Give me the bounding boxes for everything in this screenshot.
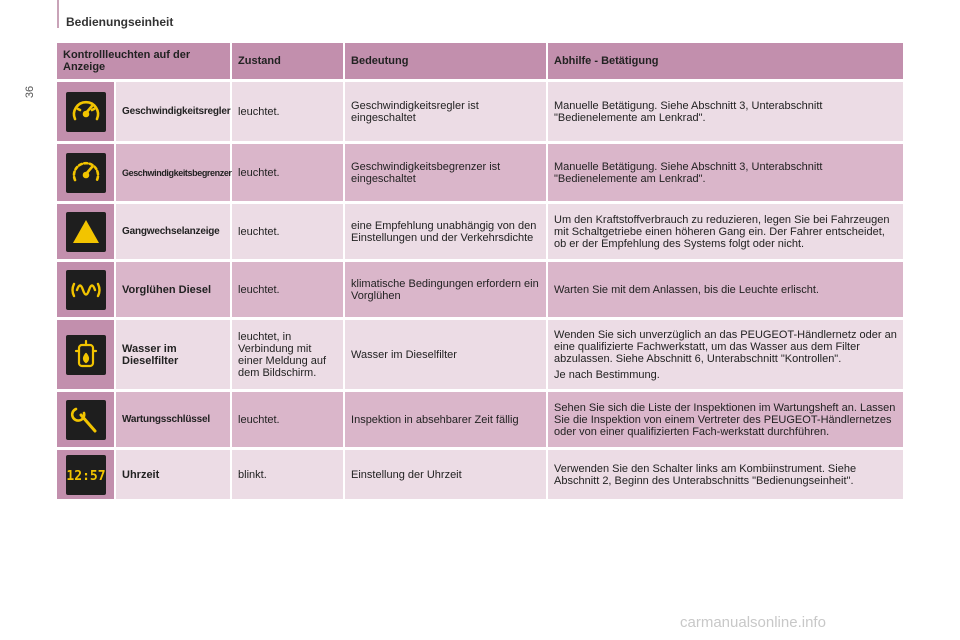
- column-header-state: Zustand: [232, 43, 345, 79]
- page-number: 36: [24, 85, 37, 99]
- indicator-meaning: Geschwindigkeitsbegrenzer ist eingeschaltet: [345, 141, 548, 201]
- indicator-meaning: Geschwindigkeitsregler ist eingeschaltet: [345, 79, 548, 141]
- indicator-name: Uhrzeit: [116, 447, 232, 499]
- indicator-action: Sehen Sie sich die Liste der Inspektionen im Wartungsheft an. Lassen Sie die Inspektion von einem Vertreter des PEUGEOT-Händlernetzes oder von einer qualifizierten Fach-werkstatt durchführen.: [548, 389, 903, 447]
- column-header-indicator: Kontrollleuchten auf der Anzeige: [57, 43, 232, 79]
- table-row: [57, 259, 903, 317]
- gear-shift-indicator-icon: [66, 212, 106, 252]
- table-row: [57, 317, 903, 389]
- table-row: [57, 201, 903, 259]
- table-row: [57, 79, 903, 141]
- water-in-diesel-filter-icon: [66, 335, 106, 375]
- indicator-meaning: Inspektion in absehbarer Zeit fällig: [345, 389, 548, 447]
- indicator-state: leuchtet.: [232, 201, 345, 259]
- indicator-action: Verwenden Sie den Schalter links am Kombiinstrument. Siehe Abschnitt 2, Beginn des Unterabschnitts "Bedienungseinheit".: [548, 447, 903, 499]
- indicator-name: Gangwechselanzeige: [116, 201, 232, 259]
- indicator-name: Vorglühen Diesel: [116, 259, 232, 317]
- indicator-action: Warten Sie mit dem Anlassen, bis die Leuchte erlischt.: [548, 259, 903, 317]
- indicator-meaning: Einstellung der Uhrzeit: [345, 447, 548, 499]
- warning-lights-table: [57, 43, 903, 499]
- clock-display-icon: [66, 455, 106, 495]
- indicator-state: leuchtet.: [232, 141, 345, 201]
- indicator-state: leuchtet.: [232, 389, 345, 447]
- clock-display-text: 12:57: [65, 468, 106, 484]
- indicator-action: Um den Kraftstoffverbrauch zu reduzieren, legen Sie bei Fahrzeugen mit Schaltgetriebe einen höheren Gang ein. Der Fahrer entscheidet, ob er der Empfehlung des Systems folgt oder nicht.: [548, 201, 903, 259]
- column-header-action: Abhilfe - Betätigung: [548, 43, 903, 79]
- indicator-action: Manuelle Betätigung. Siehe Abschnitt 3, Unterabschnitt "Bedienelemente am Lenkrad".: [548, 141, 903, 201]
- table-header-row: [57, 43, 903, 79]
- section-marker: [57, 0, 59, 28]
- indicator-name: Geschwindigkeitsbegrenzer: [116, 141, 232, 201]
- indicator-action-cell: [548, 317, 903, 389]
- indicator-action: Manuelle Betätigung. Siehe Abschnitt 3, Unterabschnitt "Bedienelemente am Lenkrad".: [548, 79, 903, 141]
- indicator-name: Geschwindigkeitsregler: [116, 79, 232, 141]
- speed-limiter-icon: [66, 153, 106, 193]
- watermark: carmanualsonline.info: [680, 614, 826, 631]
- indicator-action-note: Je nach Bestimmung.: [554, 368, 660, 381]
- indicator-meaning: eine Empfehlung unabhängig von den Einstellungen und der Verkehrsdichte: [345, 201, 548, 259]
- section-title: Bedienungseinheit: [66, 15, 174, 29]
- service-wrench-icon: [66, 400, 106, 440]
- table-row: [57, 389, 903, 447]
- indicator-state: leuchtet, in Verbindung mit einer Meldung auf dem Bildschirm.: [232, 317, 345, 389]
- indicator-meaning: Wasser im Dieselfilter: [345, 317, 548, 389]
- table-row: [57, 447, 903, 499]
- cruise-control-icon: [66, 92, 106, 132]
- indicator-meaning: klimatische Bedingungen erfordern ein Vorglühen: [345, 259, 548, 317]
- column-header-meaning: Bedeutung: [345, 43, 548, 79]
- indicator-action: Wenden Sie sich unverzüglich an das PEUGEOT-Händlernetz oder an eine qualifizierte Fachwerkstatt, um das Wasser aus dem Filter abzulassen. Siehe Abschnitt 6, Unterabschnitt "Kontrollen".: [554, 328, 897, 365]
- indicator-state: leuchtet.: [232, 79, 345, 141]
- indicator-state: leuchtet.: [232, 259, 345, 317]
- indicator-name: Wasser im Dieselfilter: [116, 317, 232, 389]
- table-row: [57, 141, 903, 201]
- indicator-state: blinkt.: [232, 447, 345, 499]
- indicator-name: Wartungsschlüssel: [116, 389, 232, 447]
- glow-plug-icon: [66, 270, 106, 310]
